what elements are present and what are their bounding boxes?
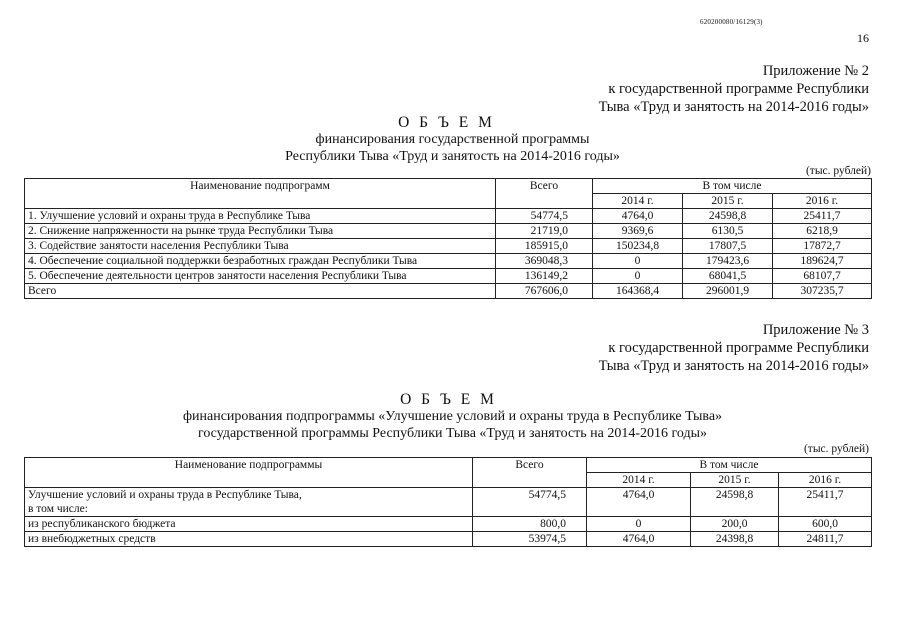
row-name: 1. Улучшение условий и охраны труда в Республике Тыва — [25, 209, 496, 224]
row-total: 53974,5 — [473, 532, 587, 547]
row-2015: 24598,8 — [691, 488, 779, 517]
row-2016: 6218,9 — [773, 224, 872, 239]
row-2014: 150234,8 — [593, 239, 683, 254]
row-total: 54774,5 — [473, 488, 587, 517]
table2-header-2016: 2016 г. — [779, 473, 872, 488]
appendix-3-line2: к государственной программе Республики — [608, 340, 869, 356]
row-2014: 9369,6 — [593, 224, 683, 239]
row-2016: 307235,7 — [773, 284, 872, 299]
table1-heading-title: О Б Ъ Е М — [398, 114, 495, 131]
table1-header-name: Наименование подпрограмм — [25, 179, 496, 209]
table1-header-2015: 2015 г. — [683, 194, 773, 209]
row-total: 800,0 — [473, 517, 587, 532]
table1-header-total: Всего — [496, 179, 593, 209]
row-2014: 164368,4 — [593, 284, 683, 299]
row-total: 54774,5 — [496, 209, 593, 224]
row-2015: 296001,9 — [683, 284, 773, 299]
row-total: 185915,0 — [496, 239, 593, 254]
table-row — [25, 239, 872, 254]
row-name: 5. Обеспечение деятельности центров занятости населения Республики Тыва — [25, 269, 496, 284]
appendix-3-title: Приложение № 3 — [762, 322, 869, 338]
row-2016: 24811,7 — [779, 532, 872, 547]
table2-units: (тыс. рублей) — [803, 443, 869, 455]
table2-heading — [0, 391, 905, 442]
table2-heading-title: О Б Ъ Е М — [400, 391, 497, 408]
row-2015: 17807,5 — [683, 239, 773, 254]
row-total: 767606,0 — [496, 284, 593, 299]
appendix-2-title: Приложение № 2 — [762, 63, 869, 79]
table-row — [25, 209, 872, 224]
row-name: Всего — [25, 284, 496, 299]
table-row — [25, 224, 872, 239]
row-name: 3. Содействие занятости населения Республики Тыва — [25, 239, 496, 254]
table2-heading-line2: государственной программы Республики Тыва «Труд и занятость на 2014-2016 годы» — [197, 426, 708, 441]
row-2014: 4764,0 — [587, 488, 691, 517]
row-2015: 68041,5 — [683, 269, 773, 284]
table2-header-2014: 2014 г. — [587, 473, 691, 488]
appendix-3-line3: Тыва «Труд и занятость на 2014-2016 годы» — [598, 358, 869, 374]
appendix-2-line2: к государственной программе Республики — [608, 81, 869, 97]
row-2016: 600,0 — [779, 517, 872, 532]
appendix-3-header — [599, 321, 869, 375]
row-2014: 0 — [593, 269, 683, 284]
table1-heading — [0, 114, 905, 165]
table-row — [25, 254, 872, 269]
row-2015: 179423,6 — [683, 254, 773, 269]
row-2015: 200,0 — [691, 517, 779, 532]
row-2016: 25411,7 — [773, 209, 872, 224]
row-2014: 0 — [587, 517, 691, 532]
row-name: из внебюджетных средств — [25, 532, 473, 547]
funding-table-subprogram — [24, 457, 872, 547]
row-name: 2. Снижение напряженности на рынке труда Республики Тыва — [25, 224, 496, 239]
table-row — [25, 532, 872, 547]
row-name: из республиканского бюджета — [25, 517, 473, 532]
row-2014: 4764,0 — [593, 209, 683, 224]
row-2015: 24398,8 — [691, 532, 779, 547]
table2-header-total: Всего — [473, 458, 587, 488]
table1-heading-line2: Республики Тыва «Труд и занятость на 2014-2016 годы» — [285, 149, 620, 164]
table-row — [25, 488, 872, 517]
document-code: 620200080/16129(3) — [700, 18, 763, 26]
row-2016: 189624,7 — [773, 254, 872, 269]
appendix-2-header — [599, 62, 869, 116]
row-2016: 25411,7 — [779, 488, 872, 517]
row-2014: 4764,0 — [587, 532, 691, 547]
page-number: 16 — [857, 31, 869, 45]
row-2014: 0 — [593, 254, 683, 269]
table1-header-2016: 2016 г. — [773, 194, 872, 209]
table1-header-including: В том числе — [593, 179, 872, 194]
appendix-2-line3: Тыва «Труд и занятость на 2014-2016 годы» — [598, 99, 869, 115]
table2-heading-line1: финансирования подпрограммы «Улучшение условий и охраны труда в Республике Тыва» — [182, 409, 723, 424]
row-total: 136149,2 — [496, 269, 593, 284]
row-total: 369048,3 — [496, 254, 593, 269]
table2-header-name: Наименование подпрограммы — [25, 458, 473, 488]
row-total: 21719,0 — [496, 224, 593, 239]
row-name — [25, 488, 473, 517]
row-2015: 24598,8 — [683, 209, 773, 224]
table1-units: (тыс. рублей) — [805, 165, 871, 177]
table-row — [25, 269, 872, 284]
row-name-sub: в том числе: — [28, 503, 88, 515]
row-2015: 6130,5 — [683, 224, 773, 239]
funding-table-program — [24, 178, 872, 299]
row-2016: 17872,7 — [773, 239, 872, 254]
row-name-main: Улучшение условий и охраны труда в Республике Тыва, — [28, 489, 302, 501]
table2-header-including: В том числе — [587, 458, 872, 473]
table1-header-2014: 2014 г. — [593, 194, 683, 209]
row-2016: 68107,7 — [773, 269, 872, 284]
table-total-row — [25, 284, 872, 299]
table1-heading-line1: финансирования государственной программы — [315, 132, 590, 147]
table-row — [25, 517, 872, 532]
row-name: 4. Обеспечение социальной поддержки безработных граждан Республики Тыва — [25, 254, 496, 269]
table2-header-2015: 2015 г. — [691, 473, 779, 488]
